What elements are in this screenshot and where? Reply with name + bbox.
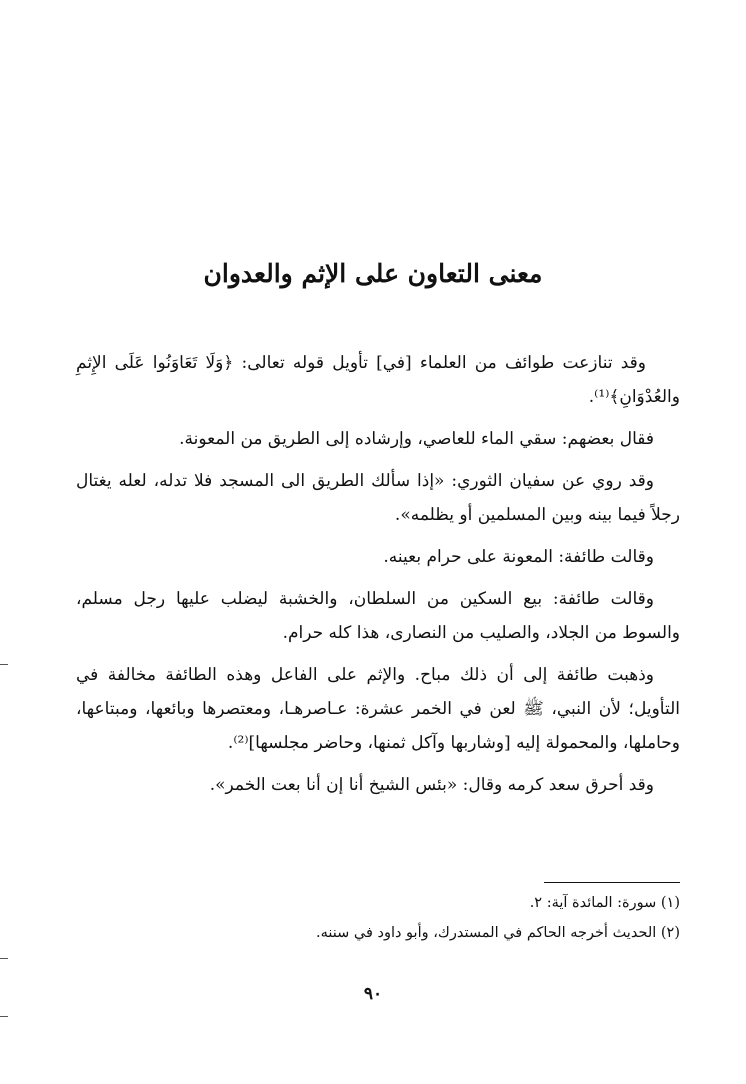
paragraph-first-opinion: فقال بعضهم: سقي الماء للعاصي، وإرشاده إلى الطريق من المعونة. — [179, 429, 654, 449]
scan-edge-mark — [0, 958, 8, 959]
scan-edge-mark — [0, 1016, 8, 1017]
paragraph-saad-narration: وقد أحرق سعد كرمه وقال: «بئس الشيخ أنا إن أنا بعت الخمر». — [209, 775, 654, 795]
paragraph-third-opinion: وقالت طائفة: بيع السكين من السلطان، والخشبة ليضلب عليها رجل مسلم، والسوط من الجلاد، والصليب من النصارى، هذا كله حرام. — [76, 589, 680, 643]
footnote-2: (٢) الحديث أخرجه الحاكم في المستدرك، وأبو داود في سننه. — [315, 925, 680, 941]
paragraph-quranic-verse: وقد تنازعت طوائف من العلماء [في] تأويل قوله تعالى: ﴿وَلَا تَعَاوَنُوا عَلَى الإِثمِ والعُدْوَانِ﴾⁽¹⁾. — [76, 353, 680, 407]
paragraph-thawri-narration: وقد روي عن سفيان الثوري: «إذا سألك الطريق الى المسجد فلا تدله، لعله يغتال رجلاً فيما بينه وبين المسلمين أو يظلمه». — [76, 471, 680, 525]
chapter-title: معنى التعاون على الإثم والعدوان — [203, 259, 543, 288]
paragraph-permissibility-opinion: وذهبت طائفة إلى أن ذلك مباح. والإثم على الفاعل وهذه الطائفة مخالفة في التأويل؛ لأن النبي، ﷺ لعن في الخمر عشرة: عـاصرهـا، ومعتصرها وبائعها، ومبتاعها، وحاملها، والمحمولة إليه [وشاربها وآكل ثمنها، وحاضر مجلسها]⁽²⁾. — [76, 665, 680, 753]
scan-edge-mark — [0, 664, 8, 665]
footnotes — [76, 888, 680, 948]
body-text — [76, 346, 680, 810]
footnote-1: (١) سورة: المائدة آية: ٢. — [529, 895, 680, 911]
footnote-separator — [544, 882, 680, 883]
paragraph-second-opinion: وقالت طائفة: المعونة على حرام بعينه. — [383, 547, 654, 567]
page-number: ٩٠ — [363, 984, 383, 1004]
